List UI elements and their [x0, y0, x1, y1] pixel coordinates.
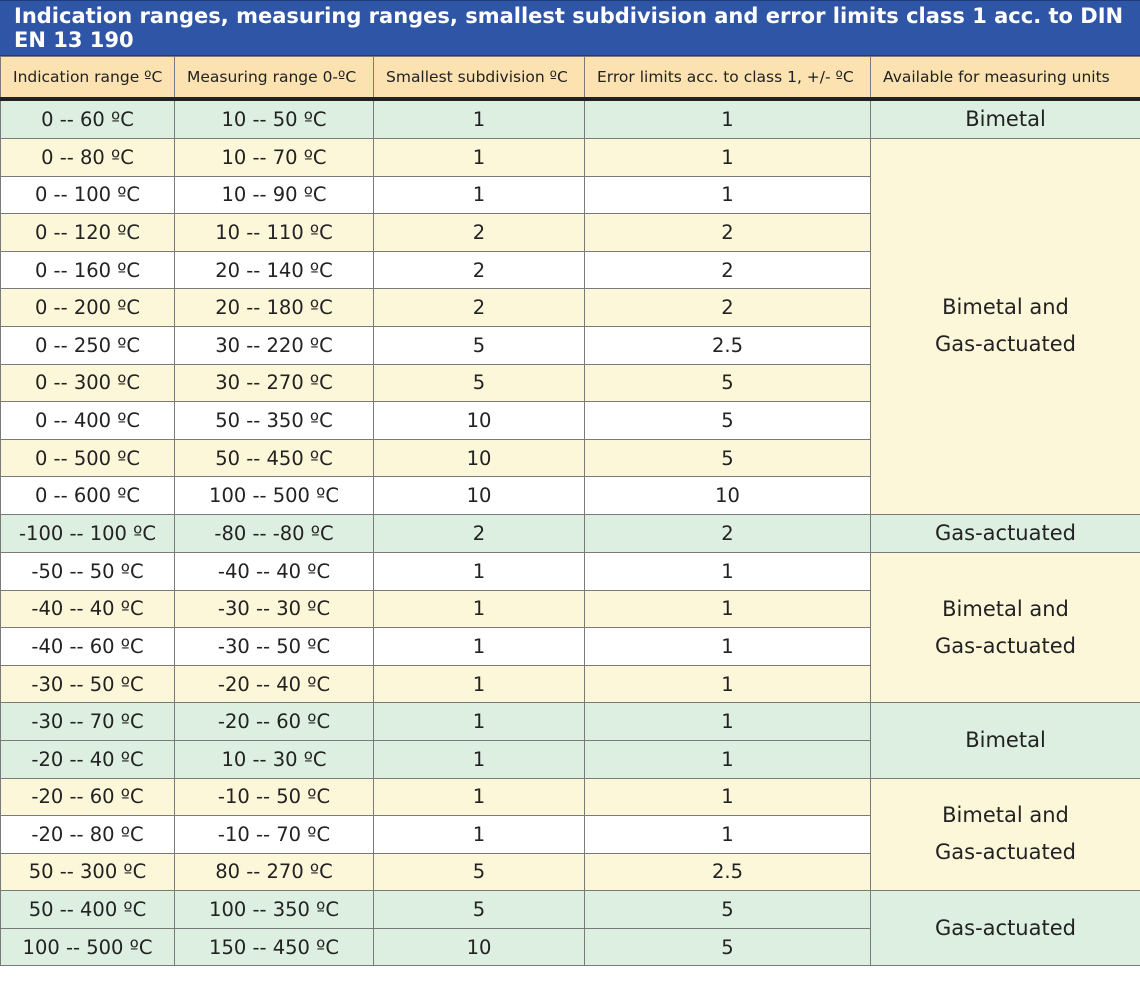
subdivision-cell: 1 [374, 590, 585, 628]
error-limit-cell: 2 [585, 251, 871, 289]
error-limit-cell: 5 [585, 891, 871, 929]
table-row [1, 552, 1140, 590]
indication-range-cell: 50 -- 400 ºC [1, 891, 175, 929]
unit-group-cell [871, 514, 1140, 552]
measuring-range-cell: 10 -- 110 ºC [175, 214, 374, 252]
measuring-range-cell: 10 -- 30 ºC [175, 740, 374, 778]
subdivision-cell: 1 [374, 99, 585, 139]
error-limit-cell: 1 [585, 665, 871, 703]
subdivision-cell: 10 [374, 928, 585, 966]
measuring-range-cell: 10 -- 50 ºC [175, 99, 374, 139]
table-row [1, 778, 1140, 816]
error-limit-cell: 5 [585, 439, 871, 477]
measuring-range-cell: -10 -- 70 ºC [175, 816, 374, 854]
subdivision-cell: 1 [374, 665, 585, 703]
measuring-range-cell: 10 -- 70 ºC [175, 139, 374, 177]
subdivision-cell: 1 [374, 176, 585, 214]
indication-range-cell: -40 -- 60 ºC [1, 628, 175, 666]
measuring-range-cell: 20 -- 180 ºC [175, 289, 374, 327]
unit-label: Bimetal and [942, 596, 1069, 621]
subdivision-cell: 1 [374, 740, 585, 778]
indication-range-cell: 0 -- 160 ºC [1, 251, 175, 289]
indication-range-cell: 0 -- 200 ºC [1, 289, 175, 327]
indication-range-cell: 0 -- 60 ºC [1, 99, 175, 139]
subdivision-cell: 1 [374, 778, 585, 816]
error-limit-cell: 1 [585, 703, 871, 741]
unit-group-cell [871, 778, 1140, 891]
subdivision-cell: 1 [374, 703, 585, 741]
table-row [1, 99, 1140, 139]
measuring-range-cell: 20 -- 140 ºC [175, 251, 374, 289]
indication-range-cell: 0 -- 250 ºC [1, 326, 175, 364]
measuring-range-cell: 80 -- 270 ºC [175, 853, 374, 891]
measuring-range-cell: -20 -- 40 ºC [175, 665, 374, 703]
indication-range-cell: 0 -- 600 ºC [1, 477, 175, 515]
subdivision-cell: 5 [374, 853, 585, 891]
subdivision-cell: 2 [374, 214, 585, 252]
measuring-range-cell: -10 -- 50 ºC [175, 778, 374, 816]
error-limit-cell: 1 [585, 139, 871, 177]
error-limit-cell: 1 [585, 590, 871, 628]
measuring-range-cell: 50 -- 350 ºC [175, 402, 374, 440]
table-row [1, 891, 1140, 929]
indication-range-cell: 0 -- 100 ºC [1, 176, 175, 214]
indication-range-cell: 0 -- 300 ºC [1, 364, 175, 402]
subdivision-cell: 2 [374, 289, 585, 327]
measuring-range-cell: 50 -- 450 ºC [175, 439, 374, 477]
indication-range-cell: -50 -- 50 ºC [1, 552, 175, 590]
unit-label: Gas-actuated [935, 915, 1076, 940]
subdivision-cell: 5 [374, 891, 585, 929]
unit-label: Gas-actuated [935, 332, 1076, 357]
unit-label: Bimetal and [942, 295, 1069, 320]
subdivision-cell: 10 [374, 402, 585, 440]
subdivision-cell: 1 [374, 552, 585, 590]
error-limit-cell: 2.5 [585, 853, 871, 891]
header-available-units: Available for measuring units [871, 57, 1140, 100]
indication-range-cell: 100 -- 500 ºC [1, 928, 175, 966]
error-limit-cell: 1 [585, 552, 871, 590]
unit-group-cell [871, 552, 1140, 702]
indication-range-cell: 0 -- 120 ºC [1, 214, 175, 252]
unit-group-cell [871, 703, 1140, 778]
table-row [1, 139, 1140, 177]
table-title: Indication ranges, measuring ranges, smallest subdivision and error limits class 1 acc. to DIN EN 13 190 [0, 0, 1140, 56]
header-error-limits: Error limits acc. to class 1, +/- ºC [585, 57, 871, 100]
subdivision-cell: 10 [374, 477, 585, 515]
measuring-range-cell: 150 -- 450 ºC [175, 928, 374, 966]
error-limit-cell: 1 [585, 816, 871, 854]
indication-range-cell: 0 -- 80 ºC [1, 139, 175, 177]
error-limit-cell: 1 [585, 628, 871, 666]
unit-group-cell [871, 891, 1140, 966]
subdivision-cell: 1 [374, 816, 585, 854]
error-limit-cell: 2 [585, 289, 871, 327]
indication-range-cell: 50 -- 300 ºC [1, 853, 175, 891]
subdivision-cell: 5 [374, 364, 585, 402]
unit-label: Gas-actuated [935, 840, 1076, 865]
header-measuring-range: Measuring range 0-ºC [175, 57, 374, 100]
error-limit-cell: 2 [585, 214, 871, 252]
indication-range-cell: -30 -- 70 ºC [1, 703, 175, 741]
indication-range-cell: -20 -- 60 ºC [1, 778, 175, 816]
unit-group-cell [871, 99, 1140, 139]
indication-range-cell: 0 -- 500 ºC [1, 439, 175, 477]
subdivision-cell: 2 [374, 251, 585, 289]
measuring-range-cell: -40 -- 40 ºC [175, 552, 374, 590]
unit-label: Gas-actuated [935, 520, 1076, 545]
measuring-range-cell: -30 -- 50 ºC [175, 628, 374, 666]
table-row [1, 514, 1140, 552]
error-limit-cell: 5 [585, 402, 871, 440]
error-limit-cell: 1 [585, 740, 871, 778]
temperature-ranges-table [0, 56, 1140, 966]
unit-label: Bimetal [965, 727, 1046, 752]
measuring-range-cell: -20 -- 60 ºC [175, 703, 374, 741]
unit-label: Bimetal and [942, 803, 1069, 828]
measuring-range-cell: 100 -- 500 ºC [175, 477, 374, 515]
error-limit-cell: 2 [585, 514, 871, 552]
unit-group-cell [871, 139, 1140, 515]
error-limit-cell: 10 [585, 477, 871, 515]
unit-label: Bimetal [965, 107, 1046, 131]
indication-range-cell: -20 -- 40 ºC [1, 740, 175, 778]
indication-range-cell: -30 -- 50 ºC [1, 665, 175, 703]
header-row [1, 57, 1140, 100]
subdivision-cell: 1 [374, 139, 585, 177]
error-limit-cell: 1 [585, 176, 871, 214]
indication-range-cell: 0 -- 400 ºC [1, 402, 175, 440]
error-limit-cell: 5 [585, 364, 871, 402]
measuring-range-cell: 10 -- 90 ºC [175, 176, 374, 214]
header-smallest-subdivision: Smallest subdivision ºC [374, 57, 585, 100]
subdivision-cell: 5 [374, 326, 585, 364]
measuring-range-cell: 100 -- 350 ºC [175, 891, 374, 929]
measuring-range-cell: 30 -- 270 ºC [175, 364, 374, 402]
error-limit-cell: 2.5 [585, 326, 871, 364]
indication-range-cell: -100 -- 100 ºC [1, 514, 175, 552]
measuring-range-cell: -30 -- 30 ºC [175, 590, 374, 628]
unit-label: Gas-actuated [935, 633, 1076, 658]
indication-range-cell: -20 -- 80 ºC [1, 816, 175, 854]
header-indication-range: Indication range ºC [1, 57, 175, 100]
indication-range-cell: -40 -- 40 ºC [1, 590, 175, 628]
subdivision-cell: 2 [374, 514, 585, 552]
subdivision-cell: 10 [374, 439, 585, 477]
subdivision-cell: 1 [374, 628, 585, 666]
measuring-range-cell: 30 -- 220 ºC [175, 326, 374, 364]
error-limit-cell: 1 [585, 778, 871, 816]
error-limit-cell: 1 [585, 99, 871, 139]
error-limit-cell: 5 [585, 928, 871, 966]
table-row [1, 703, 1140, 741]
measuring-range-cell: -80 -- -80 ºC [175, 514, 374, 552]
